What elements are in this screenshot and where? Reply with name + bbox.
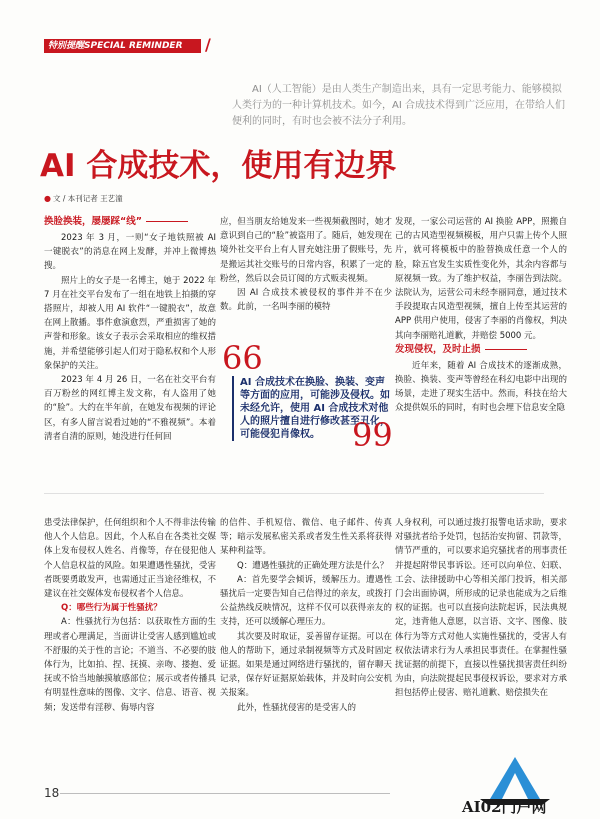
paragraph: 应，但当朋友给她发来一些视频截图时，她才意识到自己的“脸”被盗用了。随后，她发现在境外社交平台上有人冒充她注册了假账号，先是搬运其社交账号的日常内容，积累了一定的粉丝，然后以会员订阅的方式贩卖视频。 bbox=[220, 217, 392, 284]
article-column-6 bbox=[395, 516, 567, 744]
answer: A：首先要学会倾诉，缓解压力。遭遇性骚扰后一定要告知自己信得过的亲友，或拨打公益热线反映情况，这样不仅可以获得亲友的支持，还可以缓解心理压力。 bbox=[220, 574, 392, 628]
paragraph: 其次要及时取证，妥善留存证据。可以在他人的帮助下，通过录制视频等方式及时固定证据。如果是通过网络进行骚扰的，留存聊天记录，保存好证据原始载体，并及时向公安机关报案。 bbox=[220, 631, 392, 699]
subheading-2: 发现侵权，及时止损 bbox=[395, 343, 567, 357]
page-title: AI 合成技术，使用有边界 bbox=[40, 148, 397, 184]
question: Q：遭遇性骚扰的正确处理方法是什么？ bbox=[237, 560, 389, 571]
paragraph: 因 AI 合成技术被侵权的事件并不在少数。此前，一名叫李丽的模特 bbox=[220, 288, 392, 313]
paragraph: 2023 年 4 月 26 日，一名在社交平台有百万粉丝的网红博主发文称，有人盗用了她的“脸”。大约在半年前，在她发布视频的评论区，有多人留言说看过她的“不雅视频”。本着清者自清的原则，她没进行任何回 bbox=[44, 375, 216, 442]
watermark-text: AI02门户网 bbox=[462, 798, 547, 816]
quote-open-icon: 66 bbox=[222, 339, 263, 377]
pull-quote: AI 合成技术在换脸、换装、变声等方面的应用，可能涉及侵权。如未经允许，使用 AI 合成技术对他人的照片擅自进行修改甚至丑化，可能侵犯肖像权。 bbox=[232, 376, 390, 441]
question: Q：哪些行为属于性骚扰？ bbox=[61, 603, 162, 614]
paragraph: 2023 年 3 月，一则“女子地铁照被 AI 一键脱衣”的消息在网上发酵，并冲上微博热搜。 bbox=[44, 233, 216, 272]
section-badge: 特别提醒SPECIAL REMINDER bbox=[44, 39, 201, 53]
article-column-4 bbox=[44, 516, 216, 780]
page-divider bbox=[44, 493, 544, 494]
paragraph: 近年来，随着 AI 合成技术的逐渐成熟，换脸、换装、变声等曾经在科幻电影中出现的场景，走进了现实生活中。然而，科技在给大众提供娱乐的同时，有时也会埋下信息安全隐 bbox=[395, 360, 567, 414]
paragraph: 发现，一家公司运营的 AI 换脸 APP，照搬自己的古风造型视频模板，用户只需上传个人照片，就可将模板中的脸替换成任意一个人的脸，除五官发生实质性变化外，其余内容都与原视频一致。为了维护权益，李丽告到法院。法院认为，运营公司未经李丽同意，通过技术手段提取古风造型视频，擅自上传至其运营的 APP 供用户使用，侵害了李丽的肖像权，判决其向李丽赔礼道歉，并赔偿 5000 元。 bbox=[395, 217, 567, 341]
subheading-rule bbox=[146, 221, 188, 222]
header-slash: / bbox=[205, 35, 211, 54]
subheading-1: 换脸换装，屡屡踩“线” bbox=[44, 215, 216, 229]
paragraph: 照片上的女子是一名博主，她于 2022 年 7 月在社交平台发布了一组在地铁上拍摄的穿搭照片，却被人用 AI 软件“一键脱衣”，故意在网上散播。事件愈演愈烈，严重损害了她的声誉和形象。该女子表示会采取相应的维权措施，并希望能够引起人们对于隐私权和个人形象保护的关注。 bbox=[44, 275, 216, 371]
answer: A：性骚扰行为包括：以获取性方面的生理或者心理满足，当面讲让受害人感到尴尬或不舒服的关于性的言论；不道当、不必要的肢体行为，比如拍、捏、抚摸、亲吻、搂抱、爱抚或不恰当地触摸敏感部位；展示或者传播具有明显性意味的图像、文字、信息、语音、视频；发送带有淫秽、侮辱内容 bbox=[44, 617, 216, 713]
footer-rule bbox=[60, 793, 390, 794]
bullet-icon: ● bbox=[44, 194, 51, 203]
article-column-5 bbox=[220, 516, 392, 744]
article-column-2 bbox=[220, 215, 392, 327]
intro-text: AI（人工智能）是由人类生产制造出来，具有一定思考能力、能够模拟人类行为的一种计算机技术。如今，AI 合成技术得到广泛应用，在带给人们便利的同时，有时也会被不法分子利用。 bbox=[232, 84, 565, 127]
byline: ● 文 / 本刊记者 王艺潼 bbox=[44, 194, 123, 203]
paragraph: 人身权利，可以通过拨打报警电话求助，要求对骚扰者给予处罚，包括治安拘留、罚款等，情节严重的，可以要求追究骚扰者的刑事责任并提起附带民事诉讼。还可以向单位、妇联、工会、法律援助中心等相关部门投诉，相关部门会出面协调，所形成的记录也能成为之后维权的证据。也可以直接向法院起诉，民法典规定，违背他人意愿，以言语、文字、图像、肢体行为等方式对他人实施性骚扰的，受害人有权依法请求行为人承担民事责任。在掌握性骚扰证据的前提下，直接以性骚扰损害责任纠纷为由，向法院提起民事侵权诉讼，要求对方承担包括停止侵害、赔礼道歉、赔偿损失在 bbox=[395, 518, 567, 699]
subheading-rule bbox=[485, 349, 527, 350]
article-column-1 bbox=[44, 215, 216, 473]
quote-close-icon: 99 bbox=[352, 416, 393, 454]
paragraph: 此外，性骚扰侵害的是受害人的 bbox=[237, 702, 357, 713]
page-number: 18 bbox=[44, 786, 60, 800]
paragraph: 患受法律保护，任何组织和个人不得非法传输他人个人信息。因此，个人私自在各类社交媒体上发布侵权人姓名、肖像等，存在侵犯他人个人信息权益的风险。如果遭遇性骚扰，受害者既要勇敢发声，也需通过正当途径维权，不建议在社交媒体发布侵权者个人信息。 bbox=[44, 518, 216, 600]
paragraph: 的信件、手机短信、微信、电子邮件、传真等；暗示发展私密关系或者发生性关系将获得某种利益等。 bbox=[220, 518, 392, 557]
article-column-3 bbox=[395, 215, 567, 477]
